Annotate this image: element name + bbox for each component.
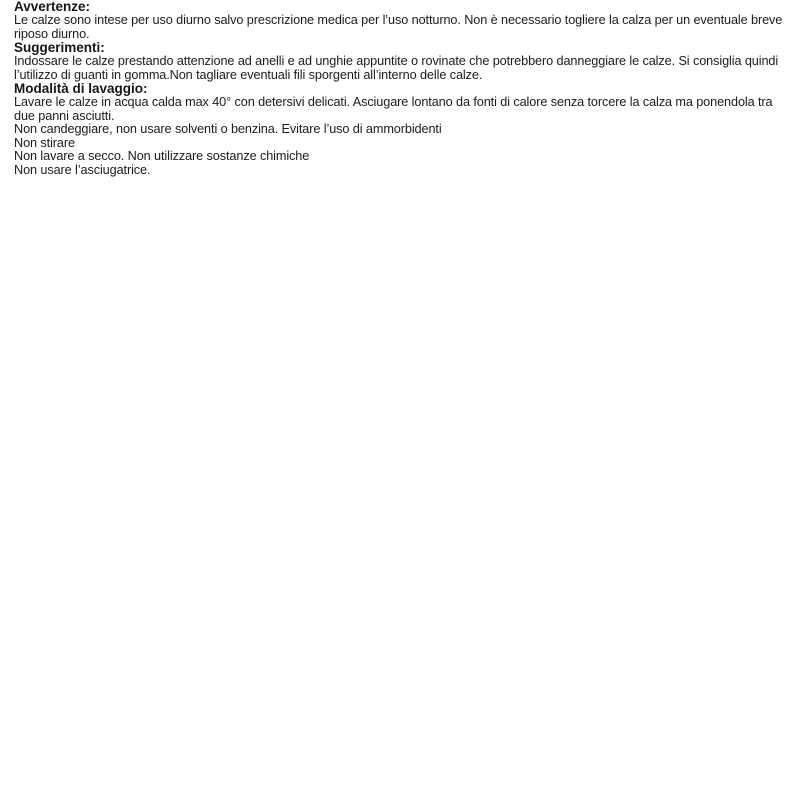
text-line: Indossare le calze prestando attenzione ad anelli e ad unghie appuntite o rovinate che potrebbero danneggiare le calze. Si consiglia quindi — [14, 54, 779, 68]
text-line: Non lavare a secco. Non utilizzare sostanze chimiche — [14, 149, 310, 163]
suggerimenti-paragraph — [14, 55, 792, 82]
avvertenze-paragraph — [14, 14, 792, 41]
suggerimenti-heading: Suggerimenti: — [14, 40, 105, 55]
text-line: l’utilizzo di guanti in gomma.Non tagliare eventuali fili sporgenti all’interno delle calze. — [14, 67, 483, 82]
text-line: Lavare le calze in acqua calda max 40° con detersivi delicati. Asciugare lontano da fonti di calore senza torcere la calza ma ponendola tra — [14, 95, 773, 109]
lavaggio-donts-paragraph — [14, 123, 792, 177]
text-line: Non stirare — [14, 135, 75, 150]
section-modalita-di-lavaggio — [14, 82, 792, 177]
section-avvertenze — [14, 0, 792, 41]
modalita-di-lavaggio-heading: Modalità di lavaggio: — [14, 81, 148, 96]
text-line: due panni asciutti. — [14, 108, 115, 123]
section-suggerimenti — [14, 41, 792, 82]
care-instructions-document — [14, 0, 792, 177]
text-line: riposo diurno. — [14, 26, 90, 41]
avvertenze-heading: Avvertenze: — [14, 0, 91, 14]
text-line: Le calze sono intese per uso diurno salvo prescrizione medica per l’uso notturno. Non è necessario togliere la calza per un eventuale breve — [14, 13, 783, 27]
text-line: Non candeggiare, non usare solventi o benzina. Evitare l’uso di ammorbidenti — [14, 122, 442, 136]
text-line: Non usare l’asciugatrice. — [14, 162, 151, 177]
lavaggio-paragraph — [14, 96, 792, 123]
